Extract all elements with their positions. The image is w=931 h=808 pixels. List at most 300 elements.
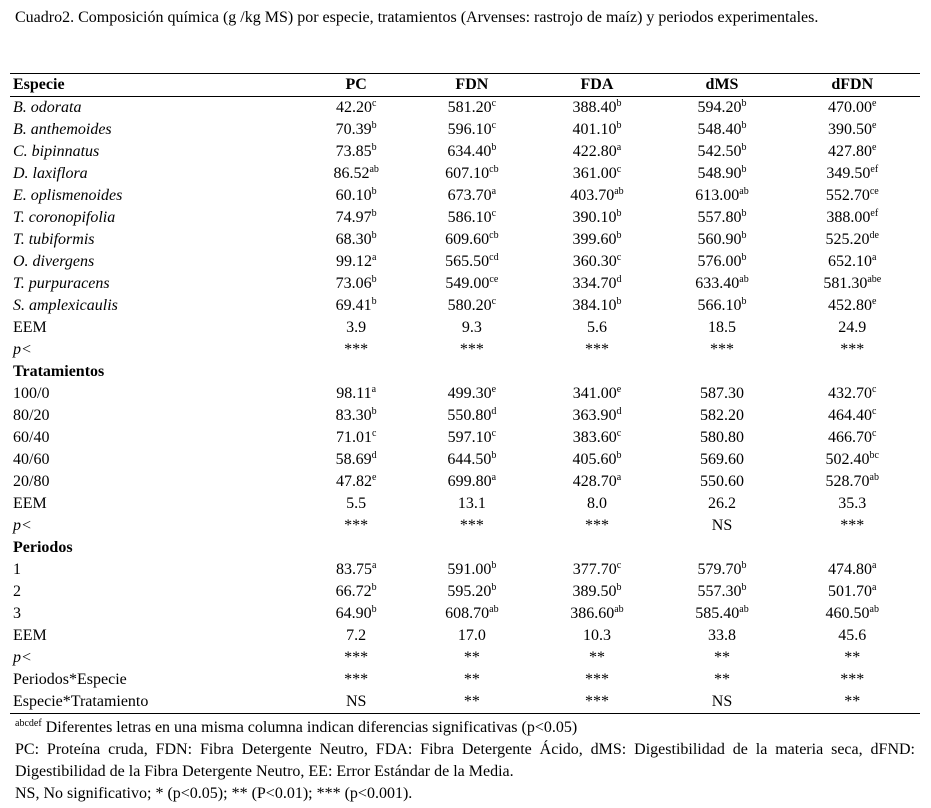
table-cell [409, 229, 534, 251]
row-label [10, 581, 303, 603]
table-row [10, 669, 920, 691]
table-cell [409, 669, 534, 691]
cell-value: 699.80 [447, 473, 492, 490]
table-cell [785, 229, 920, 251]
cell-significance-letters: b [616, 582, 622, 593]
cell-value: ** [714, 671, 730, 688]
table-cell [785, 163, 920, 185]
table-cell [303, 405, 409, 427]
cell-value: *** [584, 341, 609, 358]
cell-significance-letters: b [491, 450, 497, 461]
row-label [10, 141, 303, 163]
cell-significance-letters: b [371, 406, 377, 417]
section-row [10, 537, 920, 559]
table-cell [303, 185, 409, 207]
row-label [10, 691, 303, 714]
cell-value: ** [714, 649, 730, 666]
cell-value: 13.1 [457, 495, 486, 512]
cell-significance-letters: ce [869, 186, 879, 197]
table-cell [409, 185, 534, 207]
cell-significance-letters: b [371, 186, 377, 197]
table-cell [409, 625, 534, 647]
table-cell [659, 97, 784, 120]
row-label [10, 119, 303, 141]
cell-value: 613.00 [695, 187, 740, 204]
table-cell [785, 537, 920, 559]
table-cell [785, 339, 920, 361]
section-label [10, 361, 303, 383]
cell-significance-letters: de [869, 230, 879, 241]
cell-significance-letters: b [371, 582, 377, 593]
table-cell [409, 295, 534, 317]
table-cell [534, 141, 659, 163]
table-cell [409, 361, 534, 383]
cell-value: 68.30 [335, 231, 372, 248]
cell-value: 548.90 [697, 165, 742, 182]
cell-significance-letters: b [491, 560, 497, 571]
cell-significance-letters: ef [870, 164, 879, 175]
cell-significance-letters: a [872, 252, 877, 263]
cell-value: 569.60 [700, 451, 744, 468]
table-row [10, 647, 920, 669]
table-cell [659, 581, 784, 603]
table-cell [785, 317, 920, 339]
table-footnotes [15, 713, 915, 805]
table-row [10, 251, 920, 273]
table-cell [303, 361, 409, 383]
table-row [10, 207, 920, 229]
cell-significance-letters: b [371, 208, 377, 219]
cell-value: 428.70 [572, 473, 617, 490]
table-cell [303, 625, 409, 647]
cell-value: 427.80 [828, 143, 873, 160]
cell-value: 74.97 [335, 209, 372, 226]
cell-value: NS [345, 693, 367, 710]
cell-significance-letters: e [872, 296, 877, 307]
row-label [10, 273, 303, 295]
table-cell [409, 141, 534, 163]
cell-value: 557.30 [697, 583, 742, 600]
table-cell [303, 383, 409, 405]
cell-value: 64.90 [335, 605, 372, 622]
cell-value: 470.00 [828, 99, 873, 116]
table-cell [534, 691, 659, 714]
footnote-significance-text: Diferentes letras en una misma columna indican diferencias significativas (p<0.05) [41, 719, 578, 736]
cell-value: NS [711, 693, 733, 710]
table-cell [659, 405, 784, 427]
cell-value: 58.69 [335, 451, 372, 468]
table-cell [659, 647, 784, 669]
cell-significance-letters: ab [614, 604, 624, 615]
cell-significance-letters: c [616, 252, 622, 263]
header-dms: dMS [659, 74, 784, 97]
cell-significance-letters: a [872, 582, 877, 593]
cell-significance-letters: b [741, 142, 747, 153]
table-cell [303, 317, 409, 339]
cell-significance-letters: b [741, 164, 747, 175]
cell-value: ** [463, 671, 480, 688]
table-cell [303, 229, 409, 251]
table-cell [659, 603, 784, 625]
row-label [10, 669, 303, 691]
cell-significance-letters: e [872, 98, 877, 109]
table-cell [785, 119, 920, 141]
row-label [10, 405, 303, 427]
cell-significance-letters: b [741, 208, 747, 219]
table-cell [534, 163, 659, 185]
cell-value: 383.60 [572, 429, 617, 446]
cell-value: 474.80 [828, 561, 873, 578]
cell-value: 17.0 [457, 627, 486, 644]
table-row [10, 493, 920, 515]
cell-value: 542.50 [697, 143, 742, 160]
cell-value: 5.6 [586, 319, 607, 336]
table-cell [785, 383, 920, 405]
cell-value: 388.00 [826, 209, 871, 226]
cell-value: 607.10 [445, 165, 490, 182]
table-cell [303, 207, 409, 229]
table-cell [659, 427, 784, 449]
cell-value: 35.3 [838, 495, 867, 512]
table-cell [534, 603, 659, 625]
cell-value: 580.80 [700, 429, 744, 446]
cell-value: 587.30 [700, 385, 744, 402]
row-label-text: E. oplismenoides [13, 187, 123, 204]
cell-value: 466.70 [828, 429, 873, 446]
table-cell [409, 339, 534, 361]
table-cell [534, 471, 659, 493]
cell-value: 389.50 [572, 583, 617, 600]
row-label [10, 515, 303, 537]
cell-value: 585.40 [695, 605, 740, 622]
cell-value: *** [710, 341, 734, 358]
table-row [10, 449, 920, 471]
cell-significance-letters: e [371, 472, 377, 483]
table-cell [409, 471, 534, 493]
table-cell [659, 229, 784, 251]
cell-value: 73.85 [335, 143, 372, 160]
cell-value: 33.8 [708, 627, 736, 644]
cell-significance-letters: b [371, 142, 377, 153]
cell-value: 549.00 [445, 275, 490, 292]
footnote-abbreviations: PC: Proteína cruda, FDN: Fibra Detergente Neutro, FDA: Fibra Detergente Ácido, dMS: Digestibilidad de la materia seca, dFND: Digestibilidad de la Fibra Detergente Neutro, EE: Error Estándar de la Media. [15, 741, 915, 780]
table-cell [659, 625, 784, 647]
cell-value: 644.50 [447, 451, 492, 468]
table-cell [659, 207, 784, 229]
cell-significance-letters: ab [869, 604, 879, 615]
cell-value: ** [463, 649, 480, 666]
table-cell [303, 537, 409, 559]
cell-value: 386.60 [570, 605, 615, 622]
table-row [10, 625, 920, 647]
table-row [10, 273, 920, 295]
row-label-text: S. amplexicaulis [13, 297, 118, 314]
cell-value: 560.90 [697, 231, 742, 248]
cell-value: 596.10 [447, 121, 492, 138]
row-label-text: p< [13, 649, 32, 666]
table-cell [659, 295, 784, 317]
row-label-text: B. odorata [13, 99, 82, 116]
header-fda: FDA [534, 74, 659, 97]
table-cell [409, 537, 534, 559]
table-cell [659, 317, 784, 339]
cell-value: ** [844, 649, 861, 666]
cell-significance-letters: b [371, 120, 377, 131]
cell-significance-letters: bc [869, 450, 879, 461]
row-label-text: Tratamientos [13, 363, 105, 380]
cell-value: 7.2 [346, 627, 367, 644]
footnote-significance [15, 713, 915, 739]
cell-value: 609.60 [445, 231, 490, 248]
table-cell [659, 119, 784, 141]
header-dfdn: dFDN [785, 74, 920, 97]
table-cell [534, 669, 659, 691]
row-label-text: EEM [13, 319, 47, 336]
cell-significance-letters: b [616, 230, 622, 241]
table-cell [659, 559, 784, 581]
row-label [10, 449, 303, 471]
table-cell [303, 669, 409, 691]
table-cell [409, 559, 534, 581]
table-row [10, 97, 920, 120]
cell-value: *** [344, 671, 369, 688]
table-cell [785, 361, 920, 383]
cell-significance-letters: ef [870, 208, 879, 219]
cell-value: 26.2 [708, 495, 736, 512]
table-cell [409, 515, 534, 537]
row-label-text: EEM [13, 627, 47, 644]
cell-value: 552.70 [825, 187, 870, 204]
row-label [10, 383, 303, 405]
table-cell [534, 383, 659, 405]
cell-significance-letters: c [371, 428, 377, 439]
cell-significance-letters: b [371, 604, 377, 615]
row-label [10, 603, 303, 625]
table-cell [534, 97, 659, 120]
cell-value: 9.3 [461, 319, 482, 336]
cell-significance-letters: b [491, 142, 497, 153]
table-cell [785, 185, 920, 207]
cell-value: *** [344, 341, 369, 358]
row-label-text: Periodos*Especie [13, 671, 127, 688]
row-label [10, 207, 303, 229]
cell-value: 548.40 [697, 121, 742, 138]
table-cell [534, 185, 659, 207]
cell-value: 390.50 [828, 121, 873, 138]
cell-value: 608.70 [445, 605, 490, 622]
section-label [10, 537, 303, 559]
table-cell [785, 669, 920, 691]
cell-significance-letters: b [741, 120, 747, 131]
table-cell [785, 251, 920, 273]
table-cell [409, 691, 534, 714]
cell-significance-letters: e [872, 142, 877, 153]
table-cell [659, 339, 784, 361]
table-cell [303, 449, 409, 471]
cell-significance-letters: abe [867, 274, 882, 285]
cell-significance-letters: ab [739, 186, 749, 197]
cell-value: 597.10 [447, 429, 492, 446]
cell-value: *** [584, 671, 609, 688]
row-label [10, 251, 303, 273]
cell-significance-letters: cb [489, 164, 499, 175]
table-cell [534, 449, 659, 471]
table-cell [785, 97, 920, 120]
cell-value: 73.06 [335, 275, 372, 292]
cell-value: 565.50 [445, 253, 490, 270]
table-row [10, 581, 920, 603]
table-cell [409, 119, 534, 141]
table-row [10, 317, 920, 339]
cell-value: 405.60 [572, 451, 617, 468]
cell-value: 499.30 [447, 385, 492, 402]
table-cell [303, 339, 409, 361]
cell-value: 525.20 [825, 231, 870, 248]
table-cell [303, 647, 409, 669]
cell-significance-letters: a [371, 252, 377, 263]
cell-significance-letters: ab [739, 604, 749, 615]
cell-significance-letters: ab [739, 274, 749, 285]
cell-significance-letters: b [741, 252, 747, 263]
table-row [10, 185, 920, 207]
table-cell [409, 207, 534, 229]
table-cell [785, 581, 920, 603]
table-cell [303, 163, 409, 185]
header-especie: Especie [10, 74, 303, 97]
table-cell [303, 427, 409, 449]
table-cell [534, 229, 659, 251]
table-cell [659, 185, 784, 207]
cell-value: 502.40 [825, 451, 870, 468]
table-cell [409, 405, 534, 427]
cell-significance-letters: a [491, 472, 497, 483]
table-cell [409, 163, 534, 185]
table-cell [409, 427, 534, 449]
cell-value: 586.10 [447, 209, 492, 226]
cell-significance-letters: b [741, 560, 747, 571]
table-cell [534, 339, 659, 361]
cell-significance-letters: e [872, 120, 877, 131]
cell-value: 66.72 [335, 583, 372, 600]
cell-value: 432.70 [828, 385, 873, 402]
cell-significance-letters: e [616, 384, 622, 395]
cell-significance-letters: c [371, 98, 377, 109]
cell-significance-letters: c [872, 384, 877, 395]
cell-value: *** [459, 341, 484, 358]
table-row [10, 163, 920, 185]
table-cell [659, 251, 784, 273]
cell-significance-letters: ab [614, 186, 624, 197]
cell-value: 86.52 [333, 165, 370, 182]
row-label [10, 625, 303, 647]
table-cell [785, 427, 920, 449]
row-label-text: T. purpuracens [13, 275, 110, 292]
table-cell [659, 273, 784, 295]
table-cell [409, 97, 534, 120]
cell-significance-letters: d [371, 450, 377, 461]
cell-significance-letters: c [616, 428, 622, 439]
cell-value: 550.80 [447, 407, 492, 424]
row-label-text: 100/0 [13, 385, 50, 402]
table-cell [785, 141, 920, 163]
row-label-text: T. tubiformis [13, 231, 95, 248]
cell-value: *** [344, 649, 369, 666]
table-row [10, 691, 920, 714]
table-cell [303, 493, 409, 515]
cell-value: 557.80 [697, 209, 742, 226]
table-cell [534, 273, 659, 295]
cell-value: 8.0 [586, 495, 607, 512]
table-cell [659, 383, 784, 405]
table-cell [659, 471, 784, 493]
cell-significance-letters: b [616, 120, 622, 131]
table-cell [409, 251, 534, 273]
row-label-text: EEM [13, 495, 47, 512]
cell-significance-letters: b [616, 208, 622, 219]
table-cell [785, 515, 920, 537]
cell-value: 70.39 [335, 121, 372, 138]
cell-value: 460.50 [825, 605, 870, 622]
row-label [10, 647, 303, 669]
table-body [10, 97, 920, 714]
cell-value: 673.70 [447, 187, 492, 204]
table-cell [303, 141, 409, 163]
cell-value: 377.70 [572, 561, 617, 578]
table-cell [659, 669, 784, 691]
row-label-text: p< [13, 517, 32, 534]
table-row [10, 603, 920, 625]
table-row [10, 471, 920, 493]
cell-significance-letters: ab [489, 604, 499, 615]
table-caption: Cuadro2. Composición química (g /kg MS) por especie, tratamientos (Arvenses: rastrojo de maíz) y periodos experimentales. [15, 9, 819, 26]
cell-value: 579.70 [697, 561, 742, 578]
table-cell [785, 559, 920, 581]
row-label [10, 339, 303, 361]
cell-significance-letters: b [741, 296, 747, 307]
cell-significance-letters: b [371, 296, 377, 307]
cell-value: ** [844, 693, 861, 710]
table-row [10, 427, 920, 449]
table-cell [534, 361, 659, 383]
table-cell [659, 361, 784, 383]
row-label-text: 80/20 [13, 407, 50, 424]
row-label-text: 60/40 [13, 429, 50, 446]
cell-value: 595.20 [447, 583, 492, 600]
cell-value: 45.6 [838, 627, 867, 644]
table-row [10, 515, 920, 537]
cell-value: 581.30 [823, 275, 868, 292]
table-cell [534, 427, 659, 449]
row-label [10, 471, 303, 493]
cell-significance-letters: b [371, 230, 377, 241]
cell-significance-letters: cd [489, 252, 499, 263]
table-cell [785, 295, 920, 317]
table-cell [409, 493, 534, 515]
cell-value: 652.10 [828, 253, 873, 270]
table-cell [534, 493, 659, 515]
row-label [10, 185, 303, 207]
cell-value: 363.90 [572, 407, 617, 424]
cell-value: 591.00 [447, 561, 492, 578]
table-cell [534, 295, 659, 317]
table-cell [534, 581, 659, 603]
cell-significance-letters: cb [489, 230, 499, 241]
section-row [10, 361, 920, 383]
table-cell [785, 493, 920, 515]
table-cell [534, 625, 659, 647]
cell-significance-letters: c [872, 406, 877, 417]
cell-value: 464.40 [828, 407, 873, 424]
